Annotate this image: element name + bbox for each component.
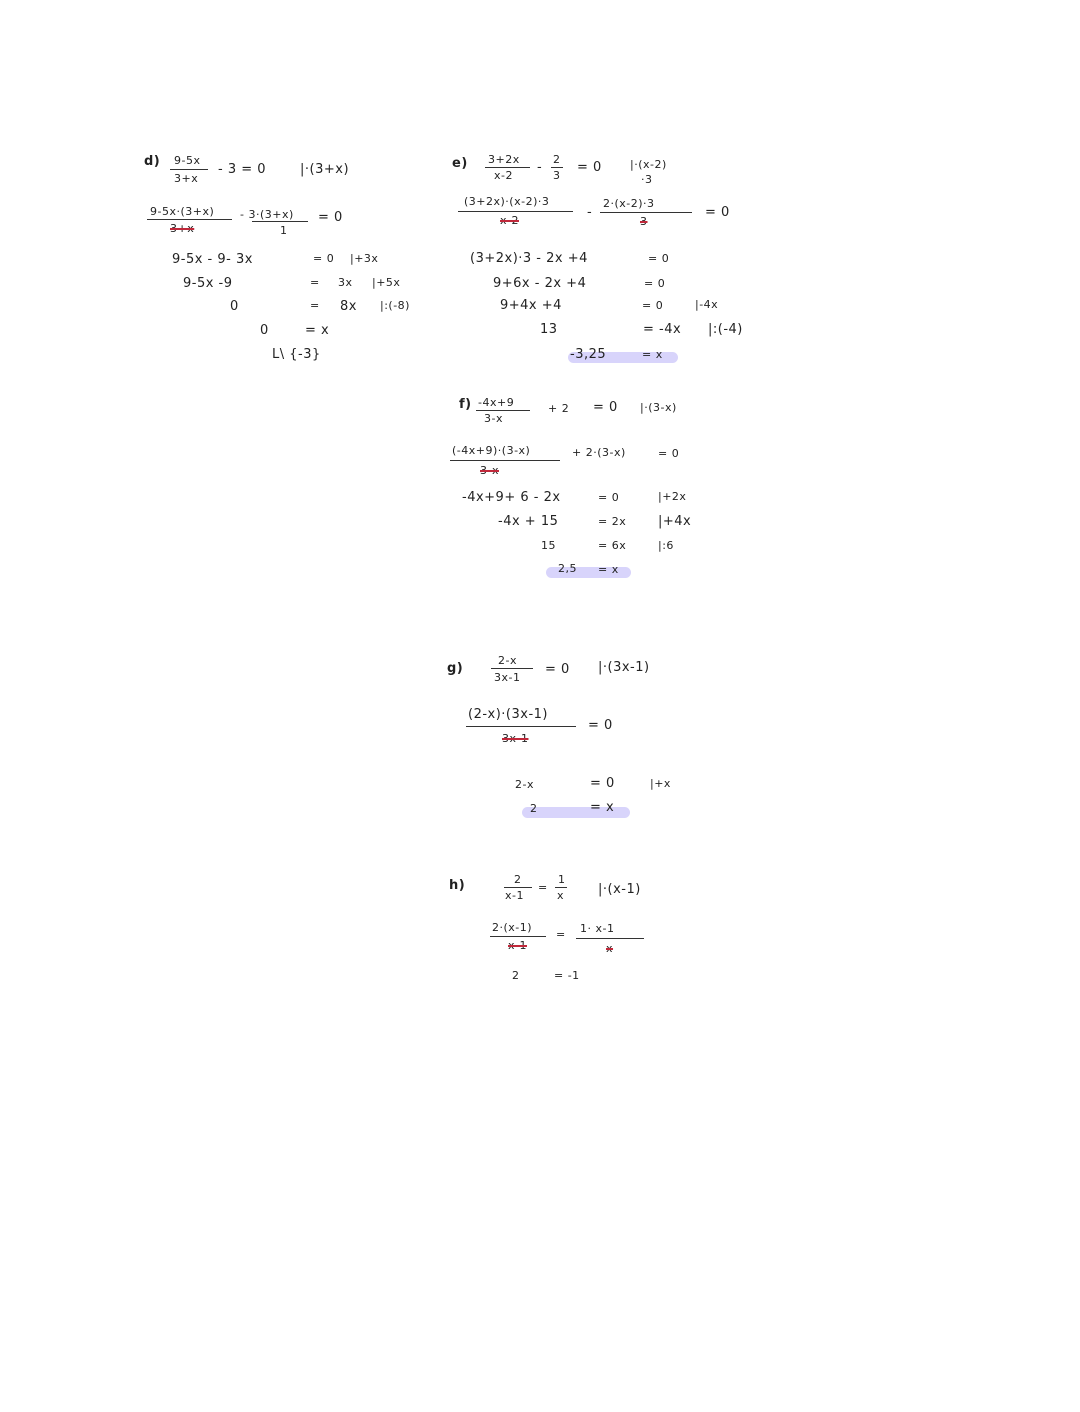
e-r2-eq: = 0	[705, 205, 730, 220]
h-r1-eq: =	[538, 881, 548, 894]
f-r6-right: = x	[598, 563, 619, 576]
label-e: e)	[452, 156, 468, 171]
e-r2-den2: 3	[640, 215, 648, 228]
h-r1-numerator: 2	[514, 873, 522, 886]
label-d: d)	[144, 154, 161, 169]
e-r3-left: (3+2x)·3 - 2x +4	[470, 251, 588, 266]
h-r2-numerator: 2·(x-1)	[492, 921, 533, 934]
e-r2-minus: -	[587, 205, 593, 220]
e-r4-right: = 0	[644, 277, 666, 290]
f-r3-op: |+2x	[658, 490, 687, 503]
f-r2-numerator: (-4x+9)·(3-x)	[452, 444, 531, 457]
f-r1-op: |·(3-x)	[640, 401, 677, 414]
d-solution-set: L\ {-3}	[272, 347, 321, 362]
label-h: h)	[449, 878, 466, 893]
e-r1-op2: ·3	[641, 173, 653, 186]
fraction-bar	[576, 938, 644, 939]
g-r2-numerator: (2-x)·(3x-1)	[468, 707, 549, 722]
d-r3-right: = 0	[313, 252, 335, 265]
fraction-bar	[551, 167, 563, 168]
g-r4-left: 2	[530, 802, 538, 815]
fraction-bar	[491, 668, 533, 669]
label-f: f)	[459, 397, 472, 412]
f-r1-denominator: 3-x	[484, 412, 503, 425]
d-r1-numerator: 9-5x	[174, 154, 201, 167]
fraction-bar	[485, 167, 530, 168]
e-r6-op: |:(-4)	[708, 322, 743, 337]
fraction-bar	[458, 211, 573, 212]
e-r1-frac-den: 3	[553, 169, 561, 182]
f-r1-eq: = 0	[593, 400, 618, 415]
h-r2-denominator: x-1	[508, 939, 527, 952]
f-r5-op: |:6	[658, 539, 674, 552]
d-r5-op: |:(-8)	[380, 299, 410, 312]
e-r1-minus: -	[537, 160, 543, 175]
label-g: g)	[447, 661, 464, 676]
d-r4-op: |+5x	[372, 276, 401, 289]
d-r4-eq: =	[310, 276, 320, 289]
h-r1-denominator: x-1	[505, 889, 524, 902]
f-r6-left: 2,5	[558, 562, 577, 575]
e-r5-op: |-4x	[695, 298, 719, 311]
g-r3-right: = 0	[590, 776, 615, 791]
d-r5-right: 8x	[340, 299, 357, 314]
f-r5-eq: = 6x	[598, 539, 627, 552]
d-r3-op: |+3x	[350, 252, 379, 265]
e-r4-left: 9+6x - 2x +4	[493, 276, 587, 291]
fraction-bar	[476, 410, 530, 411]
h-r3-left: 2	[512, 969, 520, 982]
fraction-bar	[170, 169, 208, 170]
e-r5-left: 9+4x +4	[500, 298, 562, 313]
f-r4-op: |+4x	[658, 514, 692, 529]
g-r4-right: = x	[590, 800, 615, 815]
e-r1-denominator: x-2	[494, 169, 513, 182]
e-r7-left: -3,25	[570, 347, 607, 362]
g-r2-eq: = 0	[588, 718, 613, 733]
e-r5-right: = 0	[642, 299, 664, 312]
e-r1-frac-num: 2	[553, 153, 561, 166]
e-r6-left: 13	[540, 322, 558, 337]
d-r1-operation: |·(3+x)	[300, 162, 350, 177]
fraction-bar	[252, 221, 308, 222]
e-r2-numerator: (3+2x)·(x-2)·3	[464, 195, 550, 208]
g-r2-denominator: 3x-1	[502, 732, 529, 745]
fraction-bar	[555, 887, 567, 888]
d-r2-middle: - 3·(3+x)	[240, 208, 294, 221]
f-r3-eq: = 0	[598, 491, 620, 504]
e-r3-right: = 0	[648, 252, 670, 265]
fraction-bar	[147, 219, 232, 220]
h-r3-right: = -1	[554, 969, 580, 982]
h-r2-eq: =	[556, 928, 566, 941]
fraction-bar	[504, 887, 532, 888]
fraction-bar	[600, 212, 692, 213]
d-r6-left: 0	[260, 323, 269, 338]
g-r1-op: |·(3x-1)	[598, 660, 650, 675]
f-r4-left: -4x + 15	[498, 514, 559, 529]
d-r2-den2: 1	[280, 224, 288, 237]
d-r1-rest: - 3 = 0	[218, 162, 267, 177]
d-r5-left: 0	[230, 299, 239, 314]
g-r1-numerator: 2-x	[498, 654, 517, 667]
h-r2-den2: x	[606, 942, 614, 955]
h-r1-op: |·(x-1)	[598, 882, 641, 897]
g-r1-denominator: 3x-1	[494, 671, 521, 684]
e-r7-right: = x	[642, 348, 663, 361]
g-r1-eq: = 0	[545, 662, 570, 677]
f-r4-eq: = 2x	[598, 515, 627, 528]
e-r2-denominator: x-2	[500, 214, 519, 227]
f-r2-middle: + 2·(3-x)	[572, 446, 626, 459]
d-r3-left: 9-5x - 9- 3x	[172, 252, 253, 267]
h-r2-num2: 1· x-1	[580, 922, 615, 935]
d-r4-left: 9-5x -9	[183, 276, 233, 291]
d-r2-eq: = 0	[318, 210, 343, 225]
fraction-bar	[450, 460, 560, 461]
f-r3-left: -4x+9+ 6 - 2x	[462, 490, 561, 505]
f-r2-denominator: 3-x	[480, 464, 499, 477]
fraction-bar	[466, 726, 576, 727]
d-r2-numerator: 9-5x·(3+x)	[150, 205, 215, 218]
fraction-bar	[490, 936, 546, 937]
d-r5-eq: =	[310, 299, 320, 312]
d-r6-right: = x	[305, 323, 330, 338]
e-r1-op: |·(x-2)	[630, 158, 667, 171]
e-r1-eq: = 0	[577, 160, 602, 175]
f-r5-left: 15	[541, 539, 556, 552]
e-r6-right: = -4x	[643, 322, 682, 337]
g-r3-left: 2-x	[515, 778, 534, 791]
e-r2-num2: 2·(x-2)·3	[603, 197, 655, 210]
h-r1-den2: x	[557, 889, 565, 902]
f-r1-plus: + 2	[548, 402, 570, 415]
d-r2-denominator: 3+x	[170, 222, 195, 235]
h-r1-num2: 1	[558, 873, 566, 886]
d-r1-denominator: 3+x	[174, 172, 199, 185]
e-r1-numerator: 3+2x	[488, 153, 520, 166]
d-r4-right: 3x	[338, 276, 353, 289]
f-r2-eq: = 0	[658, 447, 680, 460]
g-r3-op: |+x	[650, 777, 671, 790]
f-r1-numerator: -4x+9	[478, 396, 515, 409]
